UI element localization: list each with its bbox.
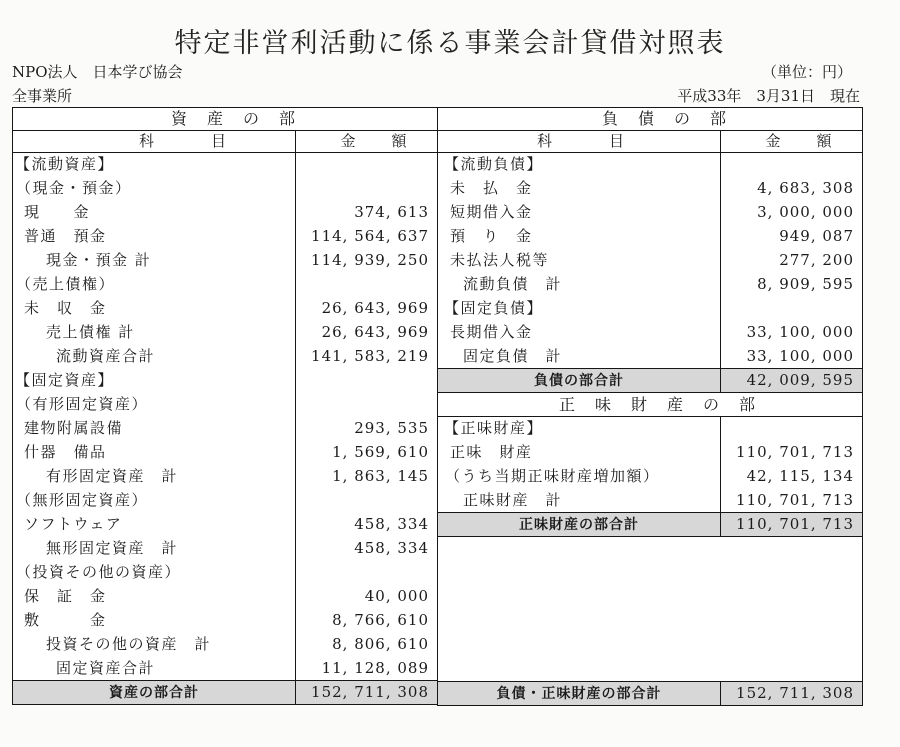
asset-account-row: [13, 441, 438, 465]
blank-cell: [438, 537, 863, 682]
unit-label: （単位：円）: [761, 63, 852, 81]
document-title: 特定非営利活動に係る事業会計貸借対照表: [174, 28, 726, 59]
asset-account-name: （売上債権）: [13, 273, 296, 297]
asset-amount: 40, 000: [364, 587, 430, 605]
liabilities-header-row: [438, 108, 863, 131]
liabilities-rows: [438, 153, 863, 369]
asset-account-row: [13, 513, 438, 537]
asset-amount: [296, 273, 438, 297]
asset-account-row: [13, 417, 438, 441]
asset-subcategory-heading: [13, 393, 438, 417]
asset-subcategory-heading: [13, 489, 438, 513]
asset-account-name: ソフトウェア: [13, 513, 296, 537]
liability-account-row: [438, 177, 863, 201]
office-label: 全事業所: [12, 87, 73, 105]
liability-subtotal-row: [438, 345, 863, 369]
asset-amount: 141, 583, 219: [311, 347, 430, 365]
liabilities-column-header-row: [438, 131, 863, 153]
liability-subtotal-row: [438, 273, 863, 297]
liability-account-name: 預 り 金: [438, 225, 721, 249]
liability-amount: 8, 909, 595: [757, 275, 855, 293]
liability-amount: 33, 100, 000: [746, 323, 855, 341]
column-header-subject: 科 目: [438, 131, 721, 153]
asset-subtotal-row: [13, 321, 438, 345]
grand-total-label: 負債・正味財産の部合計: [438, 682, 721, 706]
asset-amount: 26, 643, 969: [321, 323, 430, 341]
asset-amount: [296, 561, 438, 585]
asset-account-row: [13, 201, 438, 225]
asset-amount: [296, 153, 438, 177]
column-header-amount: 金 額: [721, 131, 863, 153]
liabilities-total-row: [438, 369, 863, 393]
asset-amount: [296, 393, 438, 417]
asset-subcategory-heading: [13, 177, 438, 201]
asset-account-name: 【流動資産】: [13, 153, 296, 177]
asset-amount: [296, 177, 438, 201]
assets-total-row: [13, 681, 438, 705]
asset-amount: 293, 535: [354, 419, 430, 437]
net-assets-header-row: [438, 393, 863, 417]
asset-amount: 1, 863, 145: [332, 467, 430, 485]
assets-total-amount: 152, 711, 308: [311, 683, 430, 701]
report-date: 平成33年 3月31日 現在: [677, 87, 860, 105]
asset-account-name: 固定資産合計: [13, 657, 296, 681]
asset-account-name: 流動資産合計: [13, 345, 296, 369]
liabilities-net-assets-table: [437, 107, 863, 706]
assets-header-row: [13, 108, 438, 131]
asset-subtotal-row: [13, 537, 438, 561]
liability-account-row: [438, 249, 863, 273]
asset-category-heading: [13, 369, 438, 393]
liability-amount: 277, 200: [779, 251, 855, 269]
liability-account-row: [438, 225, 863, 249]
liability-category-heading: [438, 153, 863, 177]
net-asset-amount: 42, 115, 134: [746, 467, 855, 485]
asset-amount: 458, 334: [354, 539, 430, 557]
liabilities-total-amount: 42, 009, 595: [746, 371, 855, 389]
liability-account-name: 長期借入金: [438, 321, 721, 345]
liability-category-heading: [438, 297, 863, 321]
net-asset-account-name: 正味財産 計: [438, 489, 721, 513]
asset-amount: 458, 334: [354, 515, 430, 533]
asset-amount: 8, 806, 610: [332, 635, 430, 653]
liability-account-name: 流動負債 計: [438, 273, 721, 297]
grand-total-amount: 152, 711, 308: [736, 684, 855, 702]
blank-area: [438, 537, 863, 682]
liability-account-name: 未 払 金: [438, 177, 721, 201]
liability-amount: 33, 100, 000: [746, 346, 855, 365]
asset-amount: 26, 643, 969: [321, 299, 430, 317]
asset-account-name: 未 収 金: [13, 297, 296, 321]
liability-account-name: 【固定負債】: [438, 297, 721, 321]
asset-account-name: （無形固定資産）: [13, 489, 296, 513]
net-asset-category-heading: [438, 417, 863, 441]
net-asset-subcategory-heading: [438, 465, 863, 489]
net-asset-amount: 110, 701, 713: [736, 443, 855, 461]
asset-account-row: [13, 225, 438, 249]
asset-subtotal-row: [13, 249, 438, 273]
asset-account-name: （投資その他の資産）: [13, 561, 296, 585]
liability-account-name: 未払法人税等: [438, 249, 721, 273]
assets-table: [12, 107, 438, 705]
asset-amount: 114, 564, 637: [311, 227, 430, 245]
liability-account-row: [438, 321, 863, 345]
asset-account-name: 現 金: [13, 201, 296, 225]
net-assets-total-amount: 110, 701, 713: [736, 515, 855, 533]
asset-category-heading: [13, 153, 438, 177]
asset-account-name: 【固定資産】: [13, 369, 296, 393]
asset-account-name: （現金・預金）: [13, 177, 296, 201]
assets-total-label: 資産の部合計: [13, 681, 296, 705]
asset-account-name: 売上債権 計: [13, 321, 296, 345]
column-header-subject: 科 目: [13, 131, 296, 153]
asset-amount: 1, 569, 610: [332, 443, 430, 461]
asset-total-row: [13, 657, 438, 681]
column-header-amount: 金 額: [296, 131, 438, 153]
asset-account-name: 保 証 金: [13, 585, 296, 609]
asset-account-name: 無形固定資産 計: [13, 537, 296, 561]
asset-subcategory-heading: [13, 273, 438, 297]
liability-amount: 949, 087: [779, 227, 855, 245]
asset-subtotal-row: [13, 465, 438, 489]
grand-total-row: [438, 682, 863, 706]
net-asset-account-name: 【正味財産】: [438, 417, 721, 441]
asset-total-row: [13, 345, 438, 369]
asset-account-name: 建物附属設備: [13, 417, 296, 441]
asset-amount: [296, 489, 438, 513]
net-assets-section-header: 正 味 財 産 の 部: [438, 393, 863, 417]
net-assets-total-row: [438, 513, 863, 537]
assets-section-header: 資 産 の 部: [13, 108, 438, 131]
asset-account-name: 現金・預金 計: [13, 249, 296, 273]
liability-account-name: 固定負債 計: [438, 345, 721, 369]
net-asset-account-name: 正味 財産: [438, 441, 721, 465]
asset-subcategory-heading: [13, 561, 438, 585]
liabilities-total-label: 負債の部合計: [438, 369, 721, 393]
asset-amount: 114, 939, 250: [311, 251, 430, 269]
liability-amount: 4, 683, 308: [757, 179, 855, 197]
net-assets-total-label: 正味財産の部合計: [438, 513, 721, 537]
asset-amount: 11, 128, 089: [321, 658, 430, 677]
asset-subtotal-row: [13, 633, 438, 657]
asset-account-name: 有形固定資産 計: [13, 465, 296, 489]
liability-account-name: 【流動負債】: [438, 153, 721, 177]
net-asset-amount: 110, 701, 713: [736, 490, 855, 509]
asset-account-name: 普通 預金: [13, 225, 296, 249]
liability-amount: [721, 153, 863, 177]
asset-account-name: 什器 備品: [13, 441, 296, 465]
asset-account-name: （有形固定資産）: [13, 393, 296, 417]
asset-account-row: [13, 297, 438, 321]
asset-account-name: 投資その他の資産 計: [13, 633, 296, 657]
liability-amount: [721, 297, 863, 321]
asset-amount: [296, 369, 438, 393]
net-asset-amount: [721, 417, 863, 441]
asset-amount: 8, 766, 610: [332, 611, 430, 629]
liabilities-section-header: 負 債 の 部: [438, 108, 863, 131]
liability-account-name: 短期借入金: [438, 201, 721, 225]
net-asset-account-name: （うち当期正味財産増加額）: [438, 465, 721, 489]
liability-amount: 3, 000, 000: [757, 203, 855, 221]
asset-account-row: [13, 585, 438, 609]
asset-account-row: [13, 609, 438, 633]
net-asset-subtotal-row: [438, 489, 863, 513]
assets-rows: [13, 153, 438, 681]
net-assets-rows: [438, 417, 863, 513]
liability-account-row: [438, 201, 863, 225]
assets-column-header-row: [13, 131, 438, 153]
net-asset-account-row: [438, 441, 863, 465]
organization-name: NPO法人 日本学び協会: [12, 63, 183, 81]
asset-amount: 374, 613: [354, 203, 430, 221]
balance-sheet: [12, 107, 862, 707]
asset-account-name: 敷 金: [13, 609, 296, 633]
